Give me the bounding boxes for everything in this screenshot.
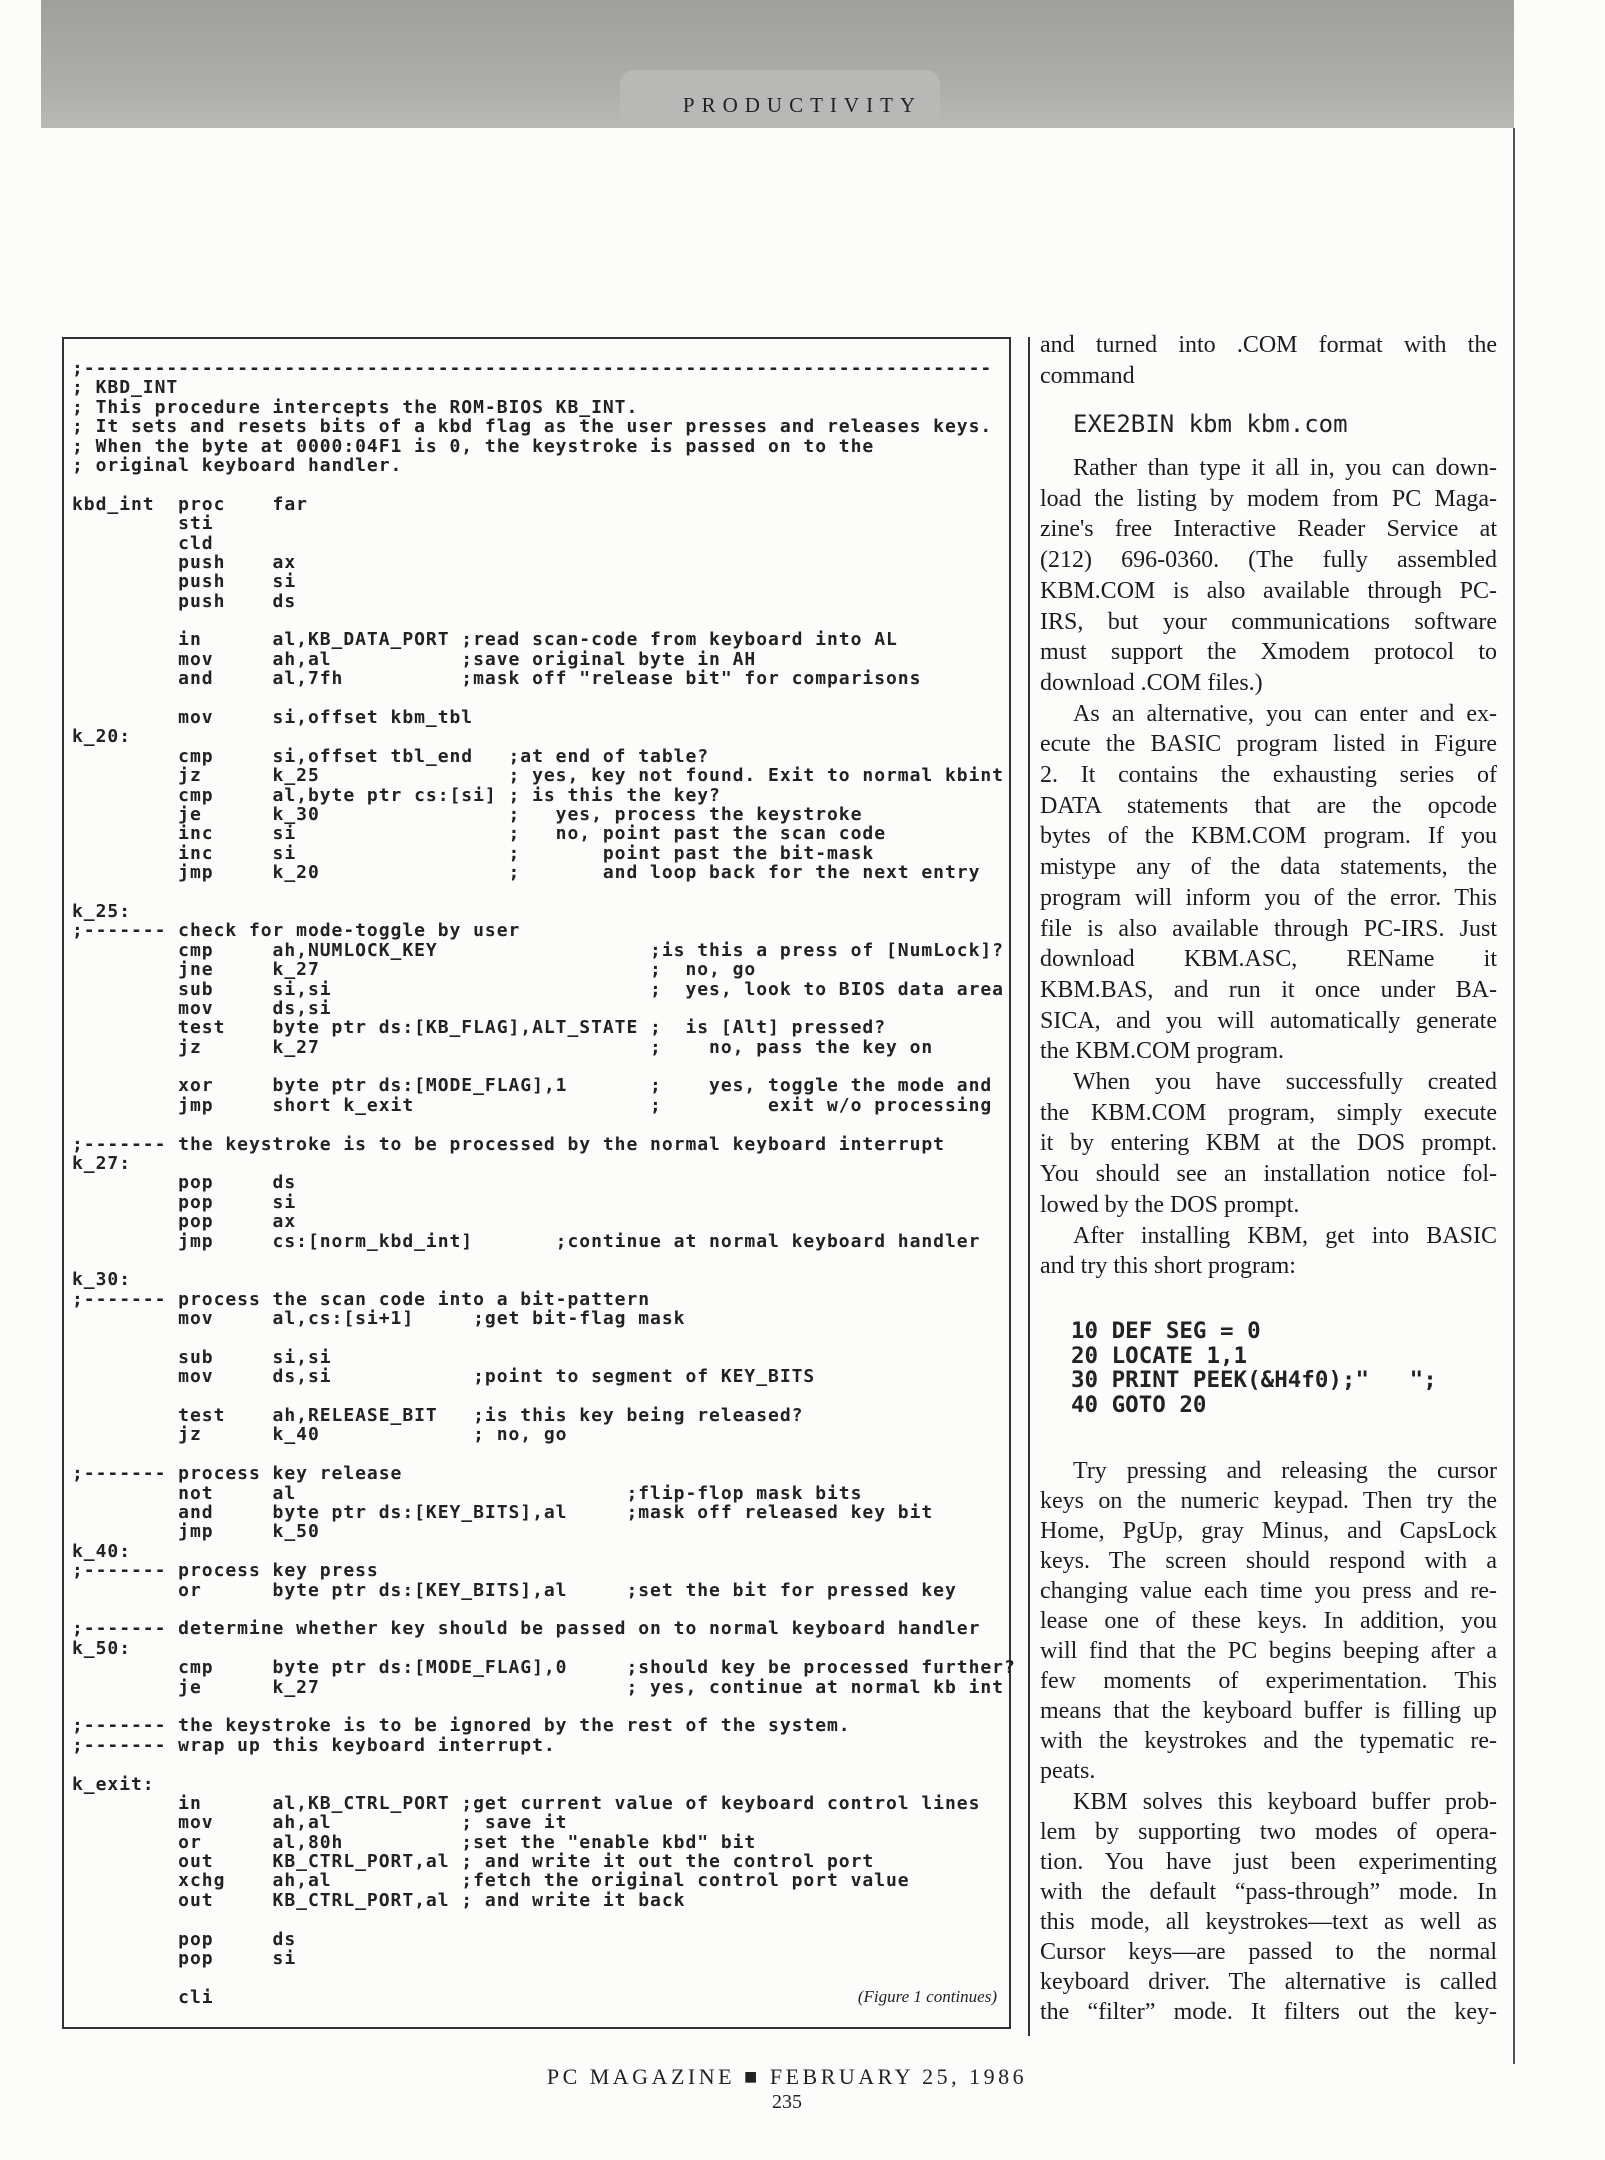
- article-text-block-1: [1040, 330, 1497, 391]
- paragraph-line: Try pressing and releasing the cursor: [1073, 1458, 1497, 1484]
- basic-line: 40 GOTO 20: [1071, 1392, 1207, 1419]
- paragraph-line: it by entering KBM at the DOS prompt.: [1040, 1130, 1497, 1157]
- listing-line: k_20:: [72, 726, 131, 748]
- paragraph-line: You should see an installation notice fol-: [1040, 1161, 1497, 1188]
- listing-line: ;-----------------------------------------------------------------------------: [72, 358, 993, 379]
- listing-line: inc si ; no, point past the scan code: [72, 823, 886, 845]
- listing-line: pop ax: [72, 1211, 297, 1233]
- listing-line: in al,KB_CTRL_PORT ;get current value of keyboard control lines: [72, 1792, 981, 1814]
- listing-line: ;------- process key press: [72, 1560, 379, 1582]
- paragraph-line: the KBM.COM program, simply execute: [1040, 1099, 1497, 1126]
- listing-line: ;------- wrap up this keyboard interrupt.: [72, 1734, 556, 1756]
- listing-line: mov al,cs:[si+1] ;get bit-flag mask: [72, 1308, 686, 1330]
- paragraph-line: Home, PgUp, gray Minus, and CapsLock: [1040, 1518, 1497, 1545]
- listing-line: ;------- process key release: [72, 1463, 403, 1485]
- listing-line: sti: [72, 513, 214, 535]
- listing-line: jne k_27 ; no, go: [72, 959, 757, 981]
- listing-line: or al,80h ;set the "enable kbd" bit: [72, 1831, 757, 1853]
- paragraph-line: this mode, all keystrokes—text as well as: [1040, 1908, 1497, 1935]
- listing-line: [72, 1329, 1016, 1348]
- paragraph-line: ecute the BASIC program listed in Figure: [1040, 731, 1497, 758]
- paragraph-line: KBM solves this keyboard buffer prob-: [1073, 1788, 1497, 1815]
- paragraph-line: KBM.COM is also available through PC-: [1040, 577, 1497, 604]
- column-divider: [1028, 337, 1030, 2036]
- assembly-listing: [72, 359, 1016, 2007]
- article-text-block-3: [1040, 1456, 1497, 2027]
- paragraph-line: keys on the numeric keypad. Then try the: [1040, 1488, 1497, 1515]
- listing-line: [72, 1057, 1016, 1076]
- listing-line: [72, 1445, 1016, 1464]
- paragraph-line: tion. You have just been experimenting: [1040, 1848, 1497, 1875]
- paragraph-line: 2. It contains the exhausting series of: [1040, 762, 1497, 789]
- paragraph-line: Cursor keys—are passed to the normal: [1040, 1938, 1497, 1965]
- paragraph-line: command: [1040, 362, 1135, 389]
- listing-line: ;------- check for mode-toggle by user: [72, 920, 521, 942]
- listing-line: sub si,si: [72, 1346, 332, 1368]
- paragraph-line: with the default “pass-through” mode. In: [1040, 1878, 1497, 1905]
- paragraph-line: After installing KBM, get into BASIC: [1073, 1222, 1497, 1249]
- paragraph-line: and try this short program:: [1040, 1253, 1296, 1280]
- listing-line: cmp si,offset tbl_end ;at end of table?: [72, 745, 710, 767]
- page-right-rule: [1513, 128, 1515, 2064]
- basic-line: 30 PRINT PEEK(&H4f0);" ";: [1071, 1367, 1437, 1394]
- listing-line: mov ah,al ; save it: [72, 1812, 568, 1834]
- listing-line: mov ds,si ;point to segment of KEY_BITS: [72, 1366, 816, 1388]
- listing-line: ;------- the keystroke is to be processed by the normal keyboard interrupt: [72, 1133, 945, 1155]
- listing-line: [72, 1755, 1016, 1774]
- listing-line: ; This procedure intercepts the ROM-BIOS KB_INT.: [72, 396, 639, 418]
- listing-line: je k_30 ; yes, process the keystroke: [72, 803, 863, 825]
- listing-line: [72, 689, 1016, 708]
- listing-line: pop ds: [72, 1172, 297, 1194]
- listing-line: [72, 1387, 1016, 1406]
- listing-line: test ah,RELEASE_BIT ;is this key being released?: [72, 1405, 804, 1427]
- listing-line: test byte ptr ds:[KB_FLAG],ALT_STATE ; is [Alt] pressed?: [72, 1017, 886, 1039]
- paragraph-line: lem by supporting two modes of opera-: [1040, 1818, 1497, 1845]
- listing-line: out KB_CTRL_PORT,al ; and write it back: [72, 1889, 686, 1911]
- listing-line: push ax: [72, 551, 297, 573]
- listing-line: jmp k_50: [72, 1521, 320, 1543]
- listing-line: jmp cs:[norm_kbd_int] ;continue at normal keyboard handler: [72, 1230, 981, 1252]
- paragraph-line: zine's free Interactive Reader Service at: [1040, 516, 1497, 543]
- listing-line: [72, 1968, 1016, 1987]
- listing-line: jmp short k_exit ; exit w/o processing: [72, 1094, 993, 1116]
- paragraph-line: the KBM.COM program.: [1040, 1038, 1284, 1065]
- listing-line: [72, 475, 1016, 494]
- listing-line: or byte ptr ds:[KEY_BITS],al ;set the bit for pressed key: [72, 1579, 957, 1601]
- paragraph-line: the “filter” mode. It filters out the key-: [1040, 1998, 1497, 2025]
- listing-line: k_25:: [72, 900, 131, 922]
- listing-line: push ds: [72, 590, 297, 612]
- listing-line: [72, 1697, 1016, 1716]
- listing-line: ;------- the keystroke is to be ignored by the rest of the system.: [72, 1715, 851, 1737]
- paragraph-line: and turned into .COM format with the: [1040, 332, 1497, 358]
- listing-line: not al ;flip-flop mask bits: [72, 1482, 863, 1504]
- footer-publication: PC MAGAZINE ■ FEBRUARY 25, 1986: [546, 2064, 1028, 2089]
- listing-line: ;------- determine whether key should be passed on to normal keyboard handler: [72, 1618, 981, 1640]
- paragraph-line: SICA, and you will automatically generate: [1040, 1007, 1497, 1034]
- basic-line: 20 LOCATE 1,1: [1071, 1342, 1248, 1369]
- listing-line: inc si ; point past the bit-mask: [72, 842, 875, 864]
- paragraph-line: KBM.BAS, and run it once under BA-: [1040, 976, 1497, 1003]
- basic-program-listing: [1071, 1319, 1437, 1418]
- listing-line: jz k_40 ; no, go: [72, 1424, 568, 1446]
- paragraph-line: lowed by the DOS prompt.: [1040, 1191, 1300, 1218]
- listing-line: cli: [72, 1986, 214, 2008]
- figure-continues-note: (Figure 1 continues): [857, 1987, 997, 2006]
- basic-line: 10 DEF SEG = 0: [1071, 1318, 1261, 1344]
- listing-line: mov ds,si: [72, 997, 332, 1019]
- paragraph-line: peats.: [1040, 1758, 1096, 1785]
- paragraph-line: few moments of experimentation. This: [1040, 1668, 1497, 1695]
- paragraph-line: (212) 696-0360. (The fully assembled: [1040, 547, 1497, 574]
- paragraph-line: bytes of the KBM.COM program. If you: [1040, 823, 1497, 850]
- listing-line: k_40:: [72, 1540, 131, 1562]
- paragraph-line: means that the keyboard buffer is filling up: [1040, 1698, 1497, 1725]
- listing-line: cld: [72, 532, 214, 554]
- listing-line: in al,KB_DATA_PORT ;read scan-code from keyboard into AL: [72, 629, 898, 651]
- listing-line: [72, 1115, 1016, 1134]
- paragraph-line: must support the Xmodem protocol to: [1040, 639, 1497, 666]
- article-text-block-2: [1040, 453, 1497, 1282]
- paragraph-line: IRS, but your communications software: [1040, 608, 1497, 635]
- paragraph-line: When you have successfully created: [1073, 1069, 1497, 1096]
- listing-line: je k_27 ; yes, continue at normal kb int: [72, 1676, 1004, 1698]
- paragraph-line: keyboard driver. The alternative is called: [1040, 1968, 1497, 1995]
- listing-line: and byte ptr ds:[KEY_BITS],al ;mask off released key bit: [72, 1502, 934, 1524]
- listing-line: ; KBD_INT: [72, 377, 179, 399]
- paragraph-line: file is also available through PC-IRS. Just: [1040, 915, 1497, 942]
- listing-line: ; When the byte at 0000:04F1 is 0, the keystroke is passed on to the: [72, 435, 875, 457]
- listing-line: xor byte ptr ds:[MODE_FLAG],1 ; yes, toggle the mode and: [72, 1075, 993, 1097]
- paragraph-line: program will inform you of the error. This: [1040, 884, 1497, 911]
- listing-line: cmp al,byte ptr cs:[si] ; is this the key?: [72, 784, 721, 806]
- paragraph-line: lease one of these keys. In addition, you: [1040, 1608, 1497, 1635]
- listing-line: ;------- process the scan code into a bit-pattern: [72, 1288, 651, 1310]
- listing-line: mov si,offset kbm_tbl: [72, 707, 474, 729]
- listing-line: ; It sets and resets bits of a kbd flag as the user presses and releases keys.: [72, 416, 993, 438]
- listing-line: k_30:: [72, 1269, 131, 1291]
- listing-line: k_exit:: [72, 1773, 155, 1795]
- listing-line: sub si,si ; yes, look to BIOS data area: [72, 978, 1004, 1000]
- paragraph-line: download KBM.ASC, REName it: [1040, 946, 1497, 973]
- listing-line: pop ds: [72, 1928, 297, 1950]
- listing-line: [72, 1251, 1016, 1270]
- paragraph-line: with the keystrokes and the typematic re-: [1040, 1728, 1497, 1755]
- listing-line: [72, 1910, 1016, 1929]
- listing-line: jz k_25 ; yes, key not found. Exit to normal kbint: [72, 765, 1004, 787]
- paragraph-line: load the listing by modem from PC Maga-: [1040, 485, 1497, 512]
- listing-line: pop si: [72, 1948, 297, 1970]
- exe2bin-command: EXE2BIN kbm kbm.com: [1073, 410, 1348, 438]
- paragraph-line: download .COM files.): [1040, 669, 1263, 696]
- paragraph-line: As an alternative, you can enter and ex-: [1073, 700, 1497, 727]
- paragraph-line: keys. The screen should respond with a: [1040, 1548, 1497, 1575]
- listing-line: push si: [72, 571, 297, 593]
- page-number: 235: [772, 2091, 802, 2113]
- listing-line: k_27:: [72, 1153, 131, 1175]
- listing-line: pop si: [72, 1191, 297, 1213]
- listing-line: [72, 1600, 1016, 1619]
- paragraph-line: Rather than type it all in, you can down-: [1073, 455, 1497, 481]
- listing-line: cmp ah,NUMLOCK_KEY ;is this a press of [NumLock]?: [72, 939, 1004, 961]
- listing-line: cmp byte ptr ds:[MODE_FLAG],0 ;should key be processed further?: [72, 1657, 1016, 1679]
- listing-line: [72, 611, 1016, 630]
- listing-line: jmp k_20 ; and loop back for the next entry: [72, 862, 981, 884]
- paragraph-line: will find that the PC begins beeping after a: [1040, 1638, 1497, 1665]
- listing-line: [72, 883, 1016, 902]
- listing-line: jz k_27 ; no, pass the key on: [72, 1036, 934, 1058]
- listing-line: and al,7fh ;mask off "release bit" for comparisons: [72, 668, 922, 690]
- section-label: PRODUCTIVITY: [682, 93, 923, 117]
- listing-line: kbd_int proc far: [72, 493, 308, 515]
- paragraph-line: changing value each time you press and re-: [1040, 1578, 1497, 1605]
- paragraph-line: mistype any of the data statements, the: [1040, 854, 1497, 881]
- listing-line: ; original keyboard handler.: [72, 454, 403, 476]
- listing-line: k_50:: [72, 1637, 131, 1659]
- listing-line: mov ah,al ;save original byte in AH: [72, 648, 757, 670]
- paragraph-line: DATA statements that are the opcode: [1040, 792, 1497, 819]
- listing-line: xchg ah,al ;fetch the original control port value: [72, 1870, 910, 1892]
- listing-line: out KB_CTRL_PORT,al ; and write it out the control port: [72, 1851, 875, 1873]
